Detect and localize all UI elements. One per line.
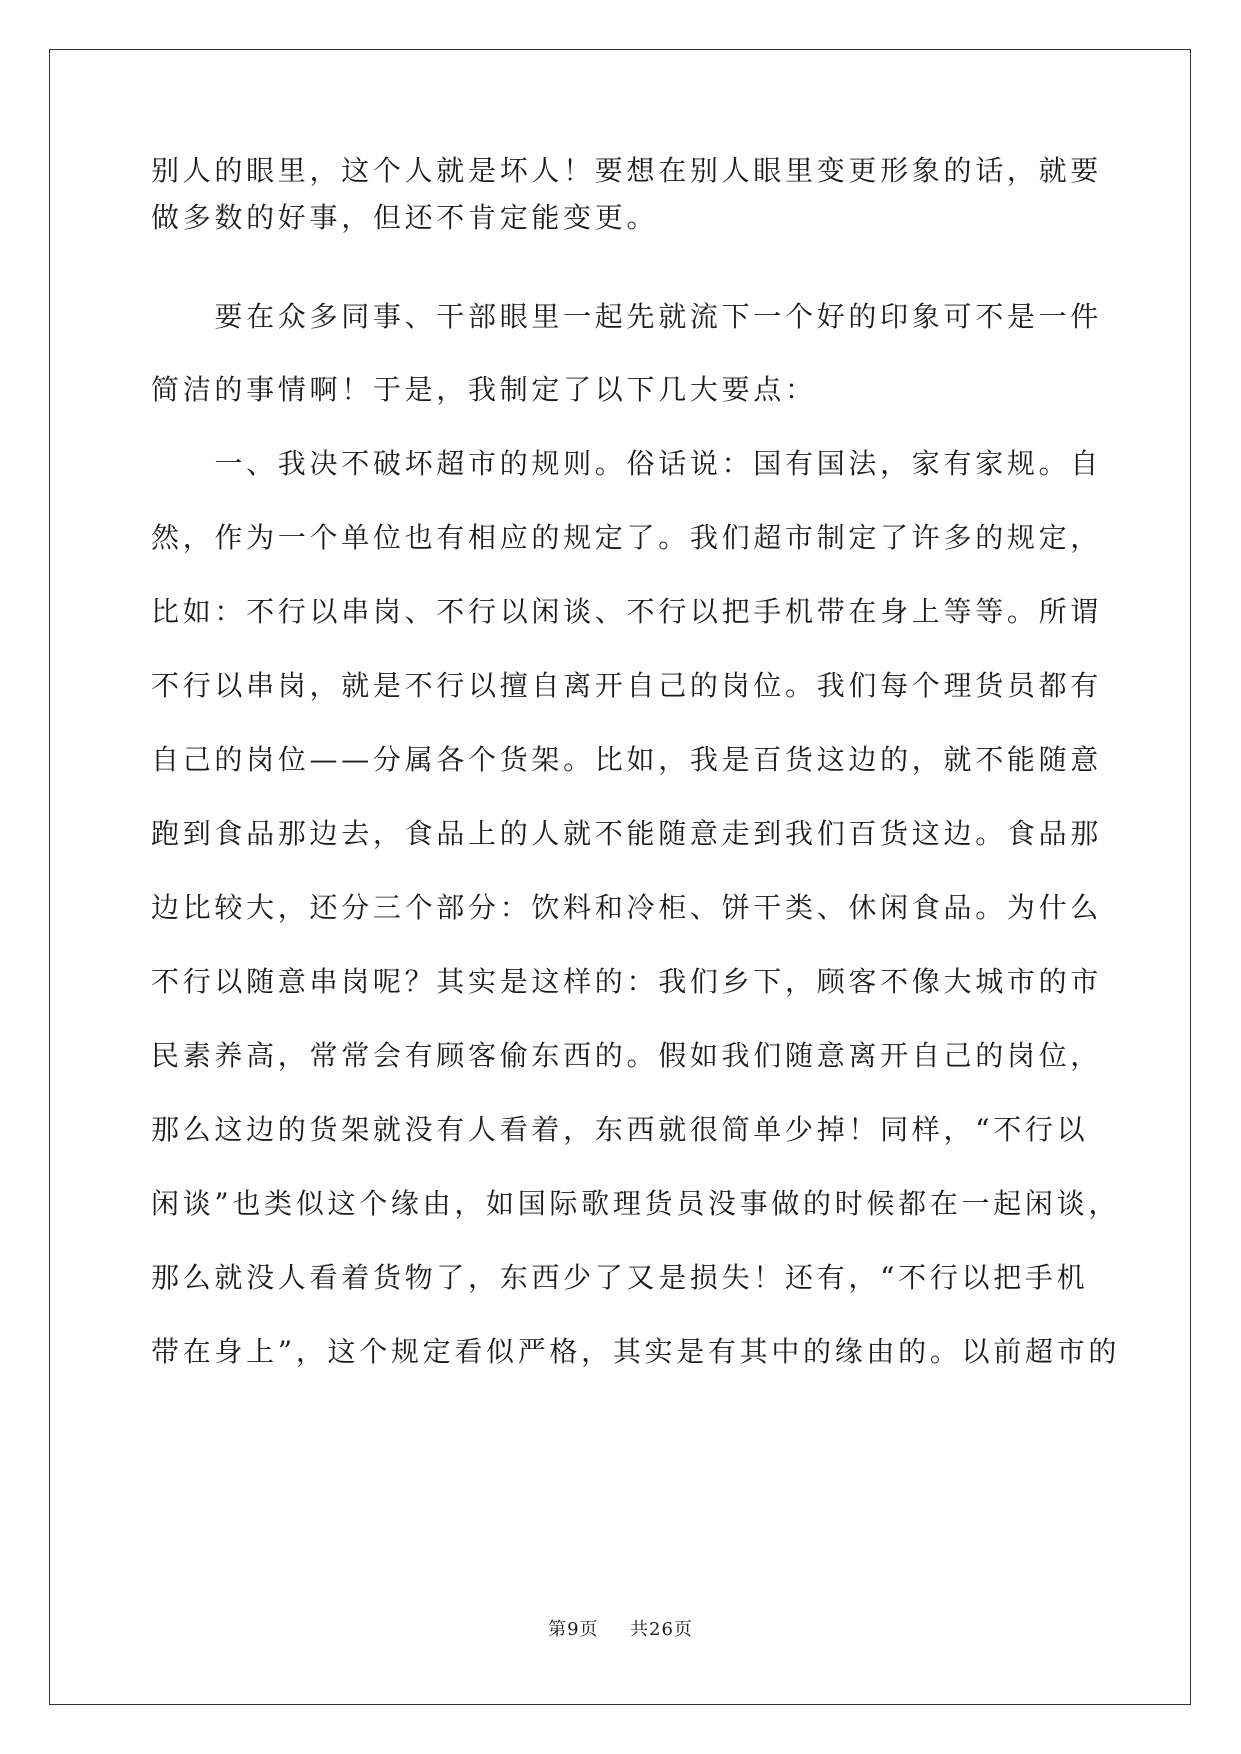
text-line: 边比较大，还分三个部分：饮料和冷柜、饼干类、休闲食品。为什么	[151, 891, 1103, 924]
text-line: 做多数的好事，但还不肯定能变更。	[151, 201, 659, 234]
page-number: 第9页	[548, 1619, 599, 1640]
text-line: 闲谈”也类似这个缘由，如国际歌理货员没事做的时候都在一起闲谈，	[151, 1187, 1121, 1220]
text-line: 那么就没人看着货物了，东西少了又是损失！还有，“不行以把手机	[151, 1261, 1089, 1294]
text-line: 比如：不行以串岗、不行以闲谈、不行以把手机带在身上等等。所谓	[151, 595, 1103, 628]
text-line: 带在身上”，这个规定看似严格，其实是有其中的缘由的。以前超市的	[151, 1335, 1121, 1368]
total-pages: 共26页	[630, 1619, 693, 1640]
text-line: 不行以随意串岗呢？其实是这样的：我们乡下，顾客不像大城市的市	[151, 965, 1103, 998]
text-line: 一、我决不破坏超市的规则。俗话说：国有国法，家有家规。自	[151, 447, 1103, 480]
text-line: 然，作为一个单位也有相应的规定了。我们超市制定了许多的规定，	[151, 521, 1103, 554]
text-line: 不行以串岗，就是不行以擅自离开自己的岗位。我们每个理货员都有	[151, 669, 1103, 702]
text-line: 那么这边的货架就没有人看着，东西就很简单少掉！同样，“不行以	[151, 1113, 1089, 1146]
text-line: 跑到食品那边去，食品上的人就不能随意走到我们百货这边。食品那	[151, 817, 1103, 850]
text-line: 自己的岗位——分属各个货架。比如，我是百货这边的，就不能随意	[151, 743, 1103, 776]
text-line: 要在众多同事、干部眼里一起先就流下一个好的印象可不是一件	[151, 300, 1103, 333]
text-line: 民素养高，常常会有顾客偷东西的。假如我们随意离开自己的岗位，	[151, 1039, 1103, 1072]
page-footer	[0, 1615, 1241, 1641]
text-line: 别人的眼里，这个人就是坏人！要想在别人眼里变更形象的话，就要	[151, 154, 1103, 187]
text-line: 简洁的事情啊！于是，我制定了以下几大要点：	[151, 373, 817, 406]
